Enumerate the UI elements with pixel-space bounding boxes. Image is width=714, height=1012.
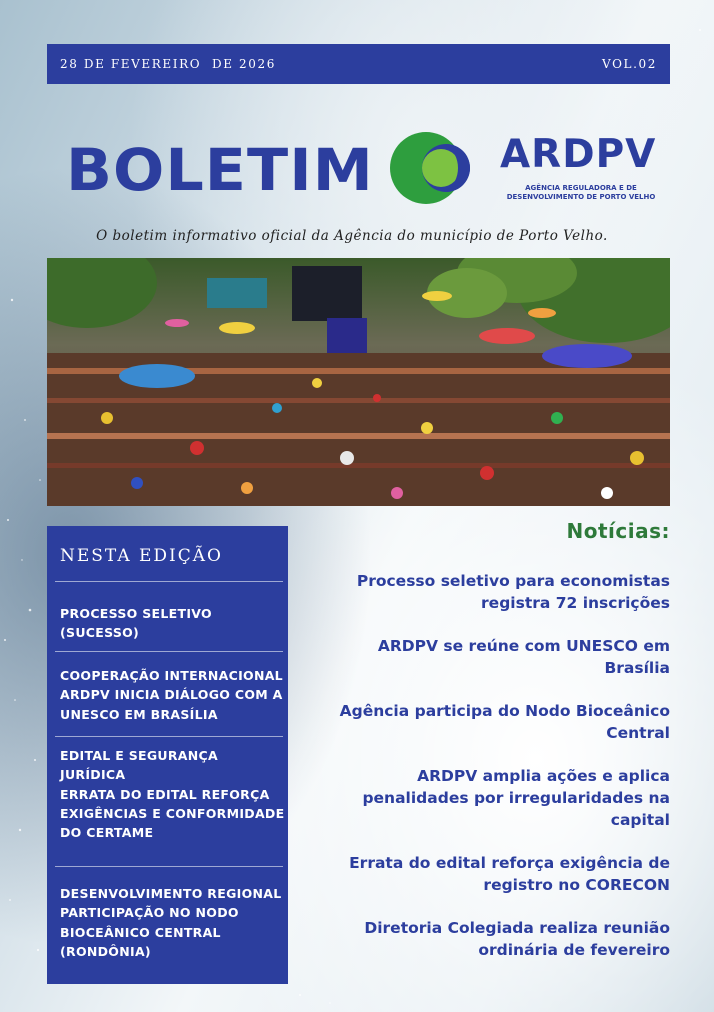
logo-subtitle-line2: DESENVOLVIMENTO DE PORTO VELHO (506, 193, 656, 201)
header-bar (47, 44, 670, 84)
crowd-photo-icon (47, 258, 670, 506)
logo-subtitle (506, 184, 656, 202)
newsletter-title: BOLETIM (66, 136, 374, 204)
issue-date: 28 DE FEVEREIRO DE 2026 (60, 57, 276, 71)
ardpv-logo (388, 128, 658, 210)
divider (55, 736, 283, 737)
in-this-edition-panel (47, 526, 288, 984)
edition-item-edital[interactable]: EDITAL E SEGURANÇA JURÍDICA ERRATA DO EDITAL REFORÇA EXIGÊNCIAS E CONFORMIDADE DO CERTAME (60, 748, 285, 841)
news-item-diretoria[interactable]: Diretoria Colegiada realiza reunião ordinária de fevereiro (364, 919, 670, 959)
divider (55, 581, 283, 582)
logo-subtitle-line1: AGÊNCIA REGULADORA E DE (525, 184, 637, 192)
news-heading: Notícias: (566, 519, 670, 543)
news-item-processo-seletivo[interactable]: Processo seletivo para economistas registra 72 inscrições (356, 572, 670, 612)
ardpv-logo-icon (388, 128, 498, 208)
news-item-penalidades[interactable]: ARDPV amplia ações e aplica penalidades por irregularidades na capital (362, 767, 670, 829)
in-this-edition-heading: NESTA EDIÇÃO (60, 546, 223, 566)
edition-item-cooperacao[interactable]: COOPERAÇÃO INTERNACIONAL ARDPV INICIA DIÁLOGO COM A UNESCO EM BRASÍLIA (60, 668, 283, 722)
news-item-nodo-bioceanico[interactable]: Agência participa do Nodo Bioceânico Central (339, 702, 670, 742)
news-item-unesco[interactable]: ARDPV se reúne com UNESCO em Brasília (377, 637, 670, 677)
edition-item-desenvolvimento[interactable]: DESENVOLVIMENTO REGIONAL PARTICIPAÇÃO NO NODO BIOCEÂNICO CENTRAL (RONDÔNIA) (60, 886, 282, 959)
news-item-errata[interactable]: Errata do edital reforça exigência de registro no CORECON (349, 854, 670, 894)
carnival-crowd-photo (47, 258, 670, 506)
newsletter-subtitle: O boletim informativo oficial da Agência do município de Porto Velho. (96, 228, 608, 244)
divider (55, 651, 283, 652)
issue-volume: VOL.02 (602, 57, 657, 71)
logo-name: ARDPV (500, 132, 657, 177)
divider (55, 866, 283, 867)
edition-item-processo-seletivo[interactable]: PROCESSO SELETIVO (SUCESSO) (60, 606, 212, 641)
